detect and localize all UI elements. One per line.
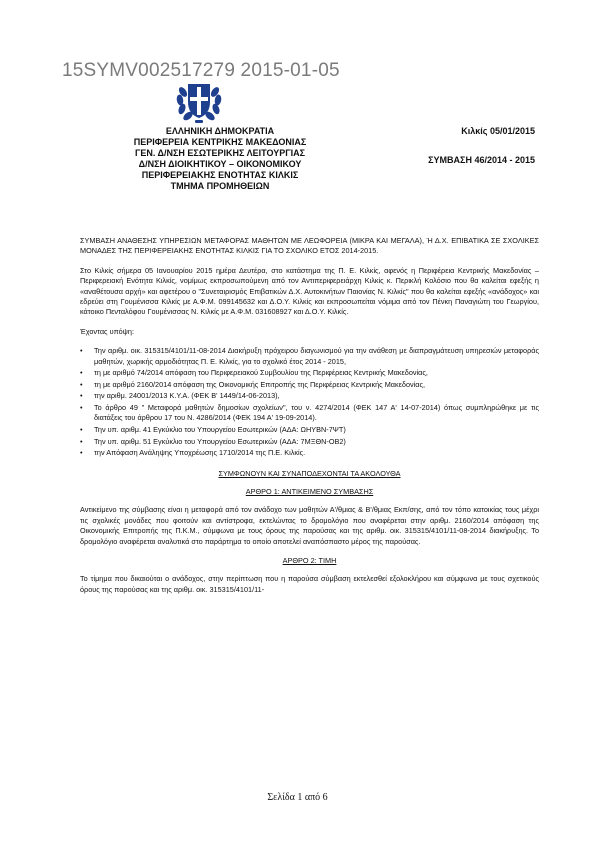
list-item-text: Την υπ. αριθμ. 41 Εγκύκλιο του Υπουργείου Εσωτερικών (ΑΔΑ: ΩΗΥΒΝ-7ΨΤ)	[94, 425, 346, 435]
considerations-list	[80, 346, 539, 458]
authority-line: ΠΕΡΙΦΕΡΕΙΑΚΗΣ ΕΝΟΤΗΤΑΣ ΚΙΛΚΙΣ	[141, 170, 299, 180]
greek-coat-of-arms-icon	[174, 76, 224, 126]
list-item-text: τη με αριθμό 2160/2014 απόφαση της Οικονομικής Επιτροπής της Περιφέρειας Κεντρικής Μακεδονίας,	[94, 379, 426, 389]
article-2-text: Το τίμημα που δικαιούται ο ανάδοχος, στην περίπτωση που η παρούσα σύμβαση εκτελεσθεί εξολοκλήρου και σύμφωνα με τους σχετικούς όρους της παρούσας και της αριθμ. οικ. 315315/4101/11-	[80, 574, 539, 594]
authority-line: ΤΜΗΜΑ ΠΡΟΜΗΘΕΙΩΝ	[170, 181, 270, 191]
list-item	[80, 391, 539, 401]
issuing-authority-block	[100, 126, 340, 192]
list-item-text: Την υπ. αριθμ. 51 Εγκύκλιο του Υπουργείου Εσωτερικών (ΑΔΑ: 7ΜΞΘΝ-ΟΒ2)	[94, 436, 346, 446]
list-item	[80, 403, 539, 424]
agreement-heading-text: ΣΥΜΦΩΝΟΥΝ ΚΑΙ ΣΥΝΑΠΟΔΕΧΟΝΤΑΙ ΤΑ ΑΚΟΛΟΥΘΑ	[218, 468, 401, 478]
contract-number: ΣΥΜΒΑΣΗ 46/2014 - 2015	[428, 155, 535, 165]
list-item-text: Το άρθρο 49 " Μεταφορά μαθητών δημοσίων σχολείων", του ν. 4274/2014 (ΦΕΚ 147 Α' 14-07-2014) όπως συμπληρώθηκε με τις διατάξεις του άρθρου 17 του Ν. 4286/2014 (ΦΕΚ 194 Α' 19-09-2014).	[94, 403, 539, 423]
bullet-icon: •	[80, 436, 83, 446]
authority-line: ΠΕΡΙΦΕΡΕΙΑ ΚΕΝΤΡΙΚΗΣ ΜΑΚΕΔΟΝΙΑΣ	[133, 137, 307, 147]
bullet-icon: •	[80, 368, 83, 378]
article-1-heading	[80, 487, 539, 497]
list-item	[80, 425, 539, 435]
authority-line: Δ/ΝΣΗ ΔΙΟΙΚΗΤΙΚΟΥ – ΟΙΚΟΝΟΜΙΚΟΥ	[138, 159, 302, 169]
bullet-icon: •	[80, 346, 83, 356]
document-date: Κιλκίς 05/01/2015	[461, 126, 535, 136]
bullet-icon: •	[80, 425, 83, 435]
document-meta-block	[395, 126, 535, 166]
list-item	[80, 346, 539, 367]
document-id-watermark: 15SYMV002517279 2015-01-05	[62, 60, 340, 81]
list-item-text: την Απόφαση Ανάληψης Υποχρέωσης 1710/2014 της Π.Ε. Κιλκίς.	[94, 448, 306, 458]
list-item-text: Την αριθμ. οικ. 315315/4101/11-08-2014 Διακήρυξη πρόχειρου διαγωνισμού για την ανάθεση με διαπραγμάτευση υπηρεσιών μεταφοράς μαθητών, χωρικής αρμοδιότητας Π. Ε. Κιλκίς, για το σχολικό έτος 2014 - 2015,	[94, 346, 539, 366]
page-number: Σελίδα 1 από 6	[267, 792, 328, 803]
list-item	[80, 448, 539, 458]
list-item-text: την αριθμ. 24001/2013 Κ.Υ.Α. (ΦΕΚ Β' 1449/14-06-2013),	[94, 391, 280, 401]
article-1-text: Αντικείμενο της σύμβασης είναι η μεταφορά από τον ανάδοχο των μαθητών Α'/θμιας & Β'/θμιας Εκπ/σης, από τον τόπο κατοικίας τους μέχρι τις σχολικές μονάδες που φοιτούν και αντίστροφα, εκτελώντας το δρομολόγιο που αναφέρεται στην αριθμ. 2160/2014 απόφαση της Οικονομικής Επιτροπής της Π.Κ.Μ., σύμφωνα με τους όρους της παρούσας και της αριθμ. οικ. 315315/4101/11-08-2014 διακήρυξης. Το δρομολόγιο αναφέρεται αναλυτικά στο παράρτημα το οποίο αποτελεί αναπόσπαστο μέρος της παρούσας.	[80, 505, 539, 546]
article-2-heading-text: ΑΡΘΡΟ 2: ΤΙΜΗ	[282, 556, 337, 566]
article-2-heading	[80, 556, 539, 566]
article-1-heading-text: ΑΡΘΡΟ 1: ΑΝΤΙΚΕΙΜΕΝΟ ΣΥΜΒΑΣΗΣ	[245, 487, 374, 497]
bullet-icon: •	[80, 391, 83, 401]
bullet-icon: •	[80, 448, 83, 458]
intro-paragraph: Στο Κιλκίς σήμερα 05 Ιανουαρίου 2015 ημέρα Δευτέρα, στο κατάστημα της Π. Ε. Κιλκίς, αφενός η Περιφέρεια Κεντρικής Μακεδονίας – Περιφερειακή Ενότητα Κιλκίς, νομίμως εκπροσωπούμενη από τον Αντιπεριφερειάρχη Κιλκίς κ. Περικλή Κολόσιο που θα καλείται εφεξής η «αναθέτουσα αρχή» και αφετέρου ο "Συνεταιρισμός Επιβατικών Δ.Χ. Αυτοκινήτων Παιονίας Ν. Κιλκίς" που θα καλείται εφεξής «ανάδοχος» και εδρεύει στη Γουμένισσα Κιλκίς με Α.Φ.Μ. 099145632 και Δ.Ο.Υ. Κιλκίς και εκπροσωπείται νόμιμα από τον Πένκη Παναγιώτη του Γεωργίου, κάτοικο Πενταλόφου Γουμένισσας Ν. Κιλκίς με Α.Φ.Μ. 031608927 και Δ.Ο.Υ. Κιλκίς.	[80, 265, 539, 317]
agreement-heading	[80, 469, 539, 479]
bullet-icon: •	[80, 379, 83, 389]
list-item-text: τη με αριθμό 74/2014 απόφαση του Περιφερειακού Συμβουλίου της Περιφέρειας Κεντρικής Μακεδονίας,	[94, 368, 428, 378]
authority-line: ΓΕΝ. Δ/ΝΣΗ ΕΣΩΤΕΡΙΚΗΣ ΛΕΙΤΟΥΡΓΙΑΣ	[134, 148, 306, 158]
authority-line: ΕΛΛΗΝΙΚΗ ΔΗΜΟΚΡΑΤΙΑ	[165, 126, 275, 136]
having-seen-label: Έχοντας υπόψη:	[80, 326, 134, 336]
list-item	[80, 437, 539, 447]
bullet-icon: •	[80, 403, 83, 413]
document-body	[80, 236, 539, 604]
list-item	[80, 380, 539, 390]
list-item	[80, 368, 539, 378]
document-title: ΣΥΜΒΑΣΗ ΑΝΑΘΕΣΗΣ ΥΠΗΡΕΣΙΩΝ ΜΕΤΑΦΟΡΑΣ ΜΑΘΗΤΩΝ ΜΕ ΛΕΩΦΟΡΕΙΑ (ΜΙΚΡΑ ΚΑΙ ΜΕΓΑΛΑ), Ή Δ.Χ. ΕΠΙΒΑΤΙΚΑ ΣΕ ΣΧΟΛΙΚΕΣ ΜΟΝΑΔΕΣ ΤΗΣ ΠΕΡΙΦΕΡΕΙΑΚΗΣ ΕΝΟΤΗΤΑΣ ΚΙΛΚΙΣ ΓΙΑ ΤΟ ΣΧΟΛΙΚΟ ΕΤΟΣ 2014-2015.	[80, 236, 539, 256]
